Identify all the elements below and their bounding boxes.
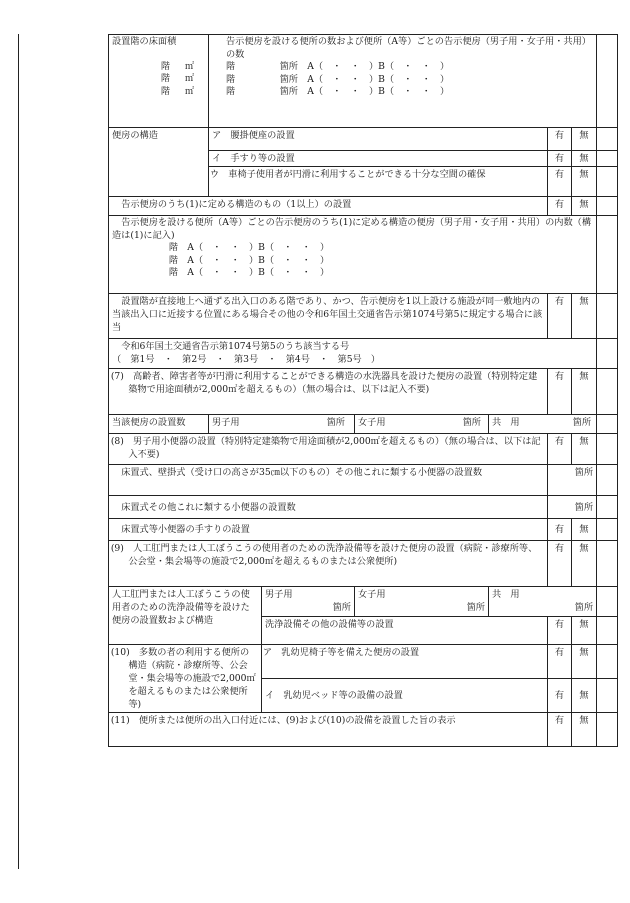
exit-floor-row — [109, 294, 618, 339]
sec7-count-row — [109, 415, 618, 434]
unit-label: 箇所 — [332, 602, 351, 613]
sec9-label: 人工肛門または人工ぼうこうの使用者のための洗浄設備等を設けた便房の設置数および構造 — [109, 587, 262, 645]
yes-option[interactable]: 有 — [548, 645, 572, 679]
yes-option[interactable]: 有 — [548, 369, 572, 415]
margin-cell — [597, 617, 618, 645]
yes-option[interactable]: 有 — [548, 128, 572, 151]
yes-option[interactable]: 有 — [548, 713, 572, 747]
yes-option[interactable]: 有 — [548, 617, 572, 645]
no-option[interactable]: 無 — [572, 294, 597, 339]
toilet-facility-form — [108, 34, 618, 747]
sec10-row — [109, 645, 618, 679]
no-option[interactable]: 無 — [572, 197, 597, 216]
margin-cell — [597, 339, 618, 369]
margin-cell — [597, 713, 618, 747]
sec9-text: (9) 人工肛門または人工ぼうこうの使用者のための洗浄設備等を設けた便房の設置（病院・診療所等、公会堂・集会場等の施設で2,000㎡を超えるものまたは公衆便所) — [109, 541, 548, 587]
structure-item-u: ウ 車椅子使用者が円滑に利用することができる十分な空間の確保 — [209, 167, 548, 197]
margin-cell — [597, 167, 618, 197]
margin-cell — [597, 587, 618, 617]
yes-option[interactable]: 有 — [548, 167, 572, 197]
margin-cell — [597, 465, 618, 496]
no-option[interactable]: 無 — [572, 151, 597, 167]
floor-area-line: 階 ㎡ — [160, 85, 194, 97]
no-option[interactable]: 無 — [572, 128, 597, 151]
sec9-equip-text: 洗浄設備その他の設備等の設置 — [262, 617, 548, 645]
margin-cell — [597, 151, 618, 167]
yes-option[interactable]: 有 — [548, 519, 572, 541]
margin-cell — [597, 128, 618, 151]
no-option[interactable]: 無 — [572, 713, 597, 747]
margin-cell — [597, 216, 618, 294]
no-option[interactable]: 無 — [572, 434, 597, 465]
exit-floor-text: 設置階が直接地上へ通ずる出入口のある階であり、かつ、告示便房を1以上設ける施設が同一敷地内の当該出入口に近接する位置にある場合その他の令和6年国土交通省告示第1074号第5に規定する場合に該当 — [109, 294, 548, 339]
sec1-breakdown-line: 階 A（ ・ ・ ）B（ ・ ・ ） — [168, 254, 330, 266]
sec7-text: (7) 高齢者、障害者等が円滑に利用することができる構造の水洗器具を設けた便房の設置（特別特定建築物で用途面積が2,000㎡を超えるもの）（無の場合は、以下は記入不要) — [109, 369, 548, 415]
sec9-count-row — [109, 587, 618, 617]
sec7-female-cell — [355, 415, 489, 434]
margin-cell — [597, 294, 618, 339]
sec7-row — [109, 369, 618, 415]
no-option[interactable]: 無 — [572, 617, 597, 645]
floor-area-label: 設置階の床面積 — [112, 36, 177, 47]
exit-notice-cell — [109, 339, 597, 369]
no-option[interactable]: 無 — [572, 541, 597, 587]
margin-cell — [597, 496, 618, 519]
margin-cell — [597, 415, 618, 434]
margin-cell — [597, 434, 618, 465]
sec8-text: (8) 男子用小便器の設置（特別特定建築物で用途面積が2,000㎡を超えるもの）（無の場合は、以下は記入不要) — [109, 434, 548, 465]
margin-cell — [597, 645, 618, 679]
female-label: 女子用 — [358, 589, 386, 600]
sec1-breakdown-cell — [109, 216, 597, 294]
sec7-count-label: 当該便房の設置数 — [109, 415, 209, 434]
toilet-count-line: 階 箇所 A（ ・ ・ ）B（ ・ ・ ） — [226, 73, 450, 85]
sec1-count-text: 告示便房のうち(1)に定める構造のもの（1以上）の設置 — [109, 197, 548, 216]
sec8-item-row — [109, 465, 618, 496]
sec8-item-text: 床置式、壁掛式（受け口の高さが35㎝以下のもの）その他これに類する小便器の設置数 — [109, 465, 548, 496]
sec7-shared-cell — [489, 415, 597, 434]
floor-area-line: 階 ㎡ — [160, 73, 194, 84]
shared-label: 共 用 — [492, 589, 520, 600]
floor-area-line: 階 ㎡ — [160, 60, 194, 72]
margin-cell — [597, 197, 618, 216]
sec8-item-unit: 箇所 — [548, 496, 597, 519]
toilet-count-line: 階 箇所 A（ ・ ・ ）B（ ・ ・ ） — [226, 86, 450, 97]
structure-item-i: イ 手すり等の設置 — [209, 151, 548, 167]
sec10-text: (10) 多数の者の利用する便所の構造（病院・診療所等、公会堂・集会場等の施設で2,000㎡を超えるものまたは公衆便所等) — [109, 645, 262, 713]
yes-option[interactable]: 有 — [548, 294, 572, 339]
sec1-breakdown-text: 告示便房を設ける便所（A等）ごとの告示便房のうち(1)に定める構造の便房（男子用・女子用・共用）の内数（構造は(1)に記入) — [112, 217, 592, 241]
unit-label: 箇所 — [326, 417, 345, 428]
sec9-male-cell — [262, 587, 355, 617]
margin-cell — [597, 35, 618, 128]
yes-option[interactable]: 有 — [548, 151, 572, 167]
toilet-count-heading: 告示便房を設ける便所の数および便所（A等）ごとの告示便房（男子用・女子用・共用）の数 — [226, 36, 591, 60]
margin-cell — [597, 369, 618, 415]
sec11-text: (11) 便所または便所の出入口付近には、(9)および(10)の設備を設置した旨の表示 — [109, 713, 548, 747]
sec1-breakdown-line: 階 A（ ・ ・ ）B（ ・ ・ ） — [168, 242, 330, 253]
structure-item-a: ア 腰掛便座の設置 — [209, 128, 548, 151]
floor-area-cell — [109, 35, 209, 128]
sec10-item-i: イ 乳幼児ベッド等の設備の設置 — [262, 679, 548, 713]
margin-cell — [597, 519, 618, 541]
sec8-item-unit: 箇所 — [548, 465, 597, 496]
no-option[interactable]: 無 — [572, 519, 597, 541]
sec1-breakdown-line: 階 A（ ・ ・ ）B（ ・ ・ ） — [168, 267, 330, 278]
no-option[interactable]: 無 — [572, 645, 597, 679]
male-label: 男子用 — [212, 417, 240, 428]
margin-cell — [597, 679, 618, 713]
exit-notice-row — [109, 339, 618, 369]
toilet-count-line: 階 箇所 A（ ・ ・ ）B（ ・ ・ ） — [226, 61, 450, 72]
left-margin-line — [18, 34, 19, 869]
sec1-count-row — [109, 197, 618, 216]
margin-cell — [597, 541, 618, 587]
female-label: 女子用 — [358, 417, 386, 428]
sec7-male-cell — [209, 415, 355, 434]
sec11-row — [109, 713, 618, 747]
no-option[interactable]: 無 — [572, 369, 597, 415]
yes-option[interactable]: 有 — [548, 541, 572, 587]
structure-label: 便房の構造 — [109, 128, 209, 197]
sec8-item-text: 床置式その他これに類する小便器の設置数 — [109, 496, 548, 519]
yes-option[interactable]: 有 — [548, 679, 572, 713]
sec9-female-cell — [355, 587, 489, 617]
unit-label: 箇所 — [574, 602, 594, 613]
sec9-shared-cell — [489, 587, 597, 617]
toilet-count-cell — [209, 35, 597, 128]
no-option[interactable]: 無 — [572, 679, 597, 713]
structure-row — [109, 128, 618, 151]
floor-area-row — [109, 35, 618, 128]
yes-option[interactable]: 有 — [548, 197, 572, 216]
no-option[interactable]: 無 — [572, 167, 597, 197]
sec1-breakdown-row — [109, 216, 618, 294]
sec8-item-row — [109, 496, 618, 519]
shared-label: 共 用 — [492, 417, 520, 428]
yes-option[interactable]: 有 — [548, 434, 572, 465]
sec8-row — [109, 434, 618, 465]
unit-label: 箇所 — [462, 417, 481, 428]
exit-notice-line: 令和6年国土交通省告示第1074号第5のうち該当する号 — [121, 341, 350, 352]
unit-label: 箇所 — [466, 602, 485, 613]
male-label: 男子用 — [265, 589, 293, 600]
sec8-rails-text: 床置式等小便器の手すりの設置 — [109, 519, 548, 541]
sec8-rails-row — [109, 519, 618, 541]
sec9-row — [109, 541, 618, 587]
unit-label: 箇所 — [572, 417, 592, 428]
exit-options-line: （ 第1号 ・ 第2号 ・ 第3号 ・ 第4号 ・ 第5号 ） — [112, 354, 381, 365]
sec10-item-a: ア 乳幼児椅子等を備えた便房の設置 — [262, 645, 548, 679]
